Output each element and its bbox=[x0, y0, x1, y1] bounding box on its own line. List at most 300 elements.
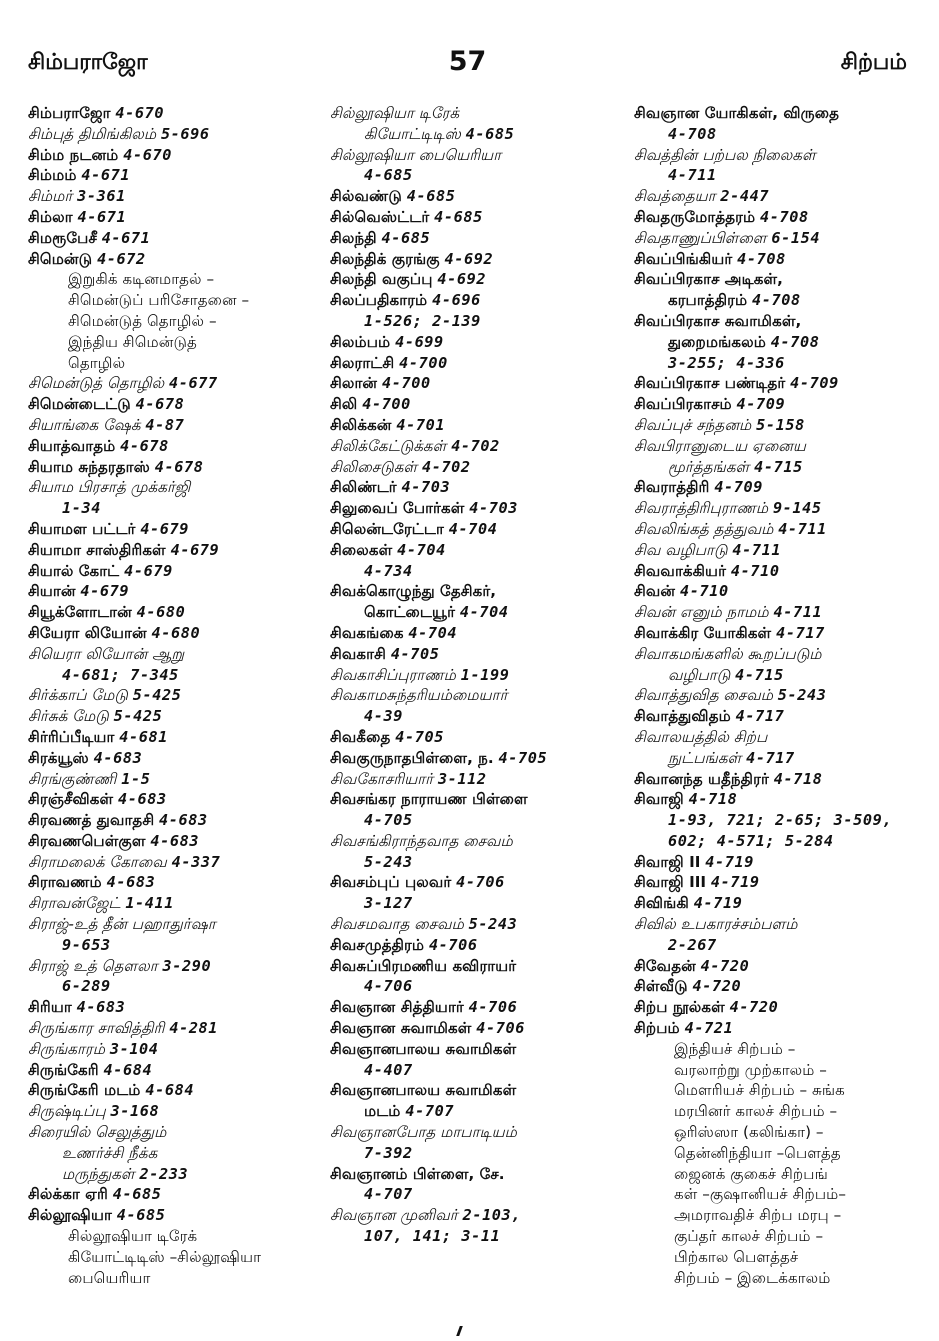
volume-page-ref: 4-703 bbox=[469, 499, 518, 518]
index-line bbox=[28, 436, 326, 457]
index-line bbox=[634, 789, 924, 810]
volume-page-ref: 1-34 bbox=[62, 499, 101, 518]
volume-page-ref: 4-709 bbox=[736, 395, 786, 414]
volume-page-ref: 3-127 bbox=[364, 894, 413, 913]
volume-page-ref: 4-719 bbox=[710, 873, 760, 892]
index-line bbox=[28, 457, 326, 478]
volume-page-ref: 4-696 bbox=[432, 291, 481, 310]
index-line bbox=[28, 1268, 326, 1289]
index-line bbox=[28, 1018, 326, 1039]
index-line bbox=[28, 727, 326, 748]
entry-term: இறுகிக் கடினமாதல் – bbox=[68, 270, 215, 289]
volume-page-ref: 4-700 bbox=[399, 353, 448, 372]
index-line bbox=[330, 103, 626, 124]
volume-page-ref: 5-425 bbox=[113, 707, 163, 726]
index-line bbox=[28, 748, 326, 769]
volume-page-ref: 4-702 bbox=[451, 436, 500, 455]
entry-term: சிவகாசிப்புராணம் bbox=[330, 665, 456, 684]
entry-term: துறைமங்கலம் bbox=[668, 332, 766, 351]
index-line bbox=[330, 1018, 626, 1039]
index-line bbox=[634, 311, 924, 332]
entry-term: சிவப்பிரகாச அடிகள், bbox=[634, 270, 783, 289]
entry-term: சிரங்குண்ணி bbox=[28, 769, 117, 788]
entry-term: கியோட்டிடிஸ் –சில்லூஷியா bbox=[68, 1247, 262, 1266]
index-column-2 bbox=[330, 103, 626, 1247]
index-line bbox=[28, 1164, 326, 1185]
index-line bbox=[330, 311, 626, 332]
volume-page-ref: 1-5 bbox=[121, 769, 151, 788]
index-line bbox=[634, 165, 924, 186]
index-line bbox=[330, 269, 626, 290]
index-line bbox=[28, 935, 326, 956]
index-line bbox=[330, 1122, 626, 1143]
volume-page-ref: 4-685 bbox=[465, 124, 515, 143]
entry-term: சிவன் எனும் நாமம் bbox=[634, 603, 769, 622]
entry-term: சிமென்டைட்டு bbox=[28, 395, 131, 414]
entry-term: சிருங்கேரி மடம் bbox=[28, 1081, 141, 1100]
volume-page-ref: 4-677 bbox=[168, 374, 218, 393]
index-line bbox=[330, 1226, 626, 1247]
index-line bbox=[28, 124, 326, 145]
entry-term: பிற்கால பௌத்தச் bbox=[674, 1247, 799, 1266]
index-line bbox=[634, 852, 924, 873]
page-header bbox=[28, 46, 907, 84]
index-line bbox=[330, 228, 626, 249]
volume-page-ref: 4-679 bbox=[124, 561, 173, 580]
entry-term: சிவஞானபாலய சுவாமிகள் bbox=[330, 1081, 517, 1100]
index-line bbox=[634, 1205, 924, 1226]
volume-page-ref: 4-711 bbox=[773, 603, 823, 622]
volume-page-ref: 4-705 bbox=[364, 811, 413, 830]
index-line bbox=[330, 1143, 626, 1164]
entry-term: ஒரிஸ்ஸா (கலிங்கா) – bbox=[674, 1123, 824, 1142]
index-line bbox=[28, 852, 326, 873]
entry-term: சிவன் bbox=[634, 582, 676, 601]
volume-page-ref: 4-702 bbox=[421, 457, 471, 476]
entry-term: சிவிங்கி bbox=[634, 894, 689, 913]
volume-page-ref: 4-671 bbox=[77, 207, 127, 226]
entry-term: சிரவணத் துவாதசி bbox=[28, 811, 155, 830]
volume-page-ref: 4-685 bbox=[406, 187, 456, 206]
index-line bbox=[634, 1039, 924, 1060]
entry-term: சிவஞானபோத மாபாடியம் bbox=[330, 1123, 517, 1142]
entry-term: சிம்ம நடனம் bbox=[28, 145, 119, 164]
header-first-entry: சிம்பராஜோ bbox=[28, 50, 148, 75]
volume-page-ref: 4-692 bbox=[444, 249, 494, 268]
index-line bbox=[634, 228, 924, 249]
header-last-entry: சிற்பம் bbox=[840, 50, 907, 75]
index-line bbox=[28, 1101, 326, 1122]
entry-term: வழிபாடு bbox=[668, 665, 731, 684]
index-line bbox=[330, 457, 626, 478]
volume-page-ref: 3-290 bbox=[162, 956, 212, 975]
index-line bbox=[634, 103, 924, 124]
entry-term: சிற்பம் bbox=[634, 1019, 680, 1038]
index-line bbox=[634, 581, 924, 602]
entry-term: சிவாகமங்களில் கூறப்படும் bbox=[634, 644, 822, 663]
index-line bbox=[330, 976, 626, 997]
entry-term: சிவப்பிரகாச பண்டிதர் bbox=[634, 374, 786, 393]
index-line bbox=[634, 872, 924, 893]
index-line bbox=[330, 290, 626, 311]
volume-page-ref: 4-720 bbox=[700, 956, 750, 975]
entry-term: சிவதாணுப்பிள்ளை bbox=[634, 228, 767, 247]
volume-page-ref: 4-719 bbox=[705, 852, 754, 871]
entry-term: இந்திய சிமென்டுத் bbox=[68, 332, 197, 351]
index-line bbox=[330, 249, 626, 270]
volume-page-ref: 4-706 bbox=[476, 1019, 525, 1038]
entry-term: சிவாலயத்தில் சிற்ப bbox=[634, 727, 768, 746]
entry-term: சிராமலைக் கோவை bbox=[28, 852, 167, 871]
entry-term: கொட்டையூர் bbox=[364, 603, 456, 622]
entry-term: சிமென்டுத் தொழில் bbox=[28, 374, 165, 393]
index-line bbox=[634, 956, 924, 977]
volume-page-ref: 5-158 bbox=[756, 415, 805, 434]
index-line bbox=[330, 810, 626, 831]
volume-page-ref: 4-681 bbox=[119, 727, 168, 746]
volume-page-ref: 4-679 bbox=[170, 540, 220, 559]
volume-page-ref: 4-703 bbox=[401, 478, 451, 497]
entry-term: சிவதருமோத்தரம் bbox=[634, 207, 756, 226]
entry-term: குப்தர் காலச் சிற்பம் – bbox=[674, 1227, 824, 1246]
volume-page-ref: 4-683 bbox=[76, 998, 126, 1017]
volume-page-ref: 4-709 bbox=[790, 374, 839, 393]
volume-page-ref: 2-447 bbox=[720, 187, 770, 206]
volume-page-ref: 4-708 bbox=[760, 207, 809, 226]
index-line bbox=[28, 519, 326, 540]
volume-page-ref: 4-715 bbox=[735, 665, 784, 684]
entry-term: சிவஞான சித்தியார் bbox=[330, 998, 464, 1017]
entry-term: சில்க்கா ஏரி bbox=[28, 1185, 108, 1204]
index-line bbox=[330, 997, 626, 1018]
entry-term: தென்னிந்தியா –பௌத்த bbox=[674, 1143, 841, 1162]
entry-term: சிவப்பிங்கியர் bbox=[634, 249, 733, 268]
print-mark bbox=[456, 1326, 463, 1336]
index-line bbox=[634, 623, 924, 644]
index-line bbox=[330, 872, 626, 893]
entry-term: பையெரியா bbox=[68, 1268, 151, 1287]
volume-page-ref: 602; 4-571; 5-284 bbox=[668, 831, 834, 850]
entry-term: உணர்ச்சி நீக்க bbox=[62, 1143, 158, 1162]
index-line bbox=[28, 893, 326, 914]
volume-page-ref: 4-719 bbox=[693, 894, 743, 913]
index-line bbox=[634, 1164, 924, 1185]
volume-page-ref: 4-670 bbox=[123, 145, 172, 164]
index-line bbox=[28, 581, 326, 602]
volume-page-ref: 4-718 bbox=[688, 790, 738, 809]
entry-term: சியெரா லியோன் ஆறு bbox=[28, 644, 185, 663]
entry-term: சிமென்டு bbox=[28, 249, 93, 268]
index-line bbox=[634, 665, 924, 686]
entry-term: சிவகீதை bbox=[330, 727, 391, 746]
volume-page-ref: 4-718 bbox=[773, 769, 823, 788]
entry-term: சிரக்யூஸ் bbox=[28, 748, 89, 767]
entry-term: சிவஞான முனிவர் bbox=[330, 1206, 458, 1225]
index-line bbox=[28, 831, 326, 852]
index-line bbox=[330, 1060, 626, 1081]
volume-page-ref: 4-679 bbox=[80, 582, 130, 601]
index-line bbox=[634, 1018, 924, 1039]
index-line bbox=[330, 207, 626, 228]
entry-term: சிம்புத் திமிங்கிலம் bbox=[28, 124, 157, 143]
entry-term: சிமென்டுப் பரிசோதனை – bbox=[68, 291, 250, 310]
index-line bbox=[28, 665, 326, 686]
volume-page-ref: 4-734 bbox=[364, 561, 413, 580]
volume-page-ref: 4-685 bbox=[116, 1206, 166, 1225]
volume-page-ref: 3-112 bbox=[437, 769, 487, 788]
index-line bbox=[330, 1184, 626, 1205]
index-line bbox=[28, 477, 326, 498]
index-line bbox=[634, 1143, 924, 1164]
entry-term: சிவில் உபகாரச்சம்பளம் bbox=[634, 915, 798, 934]
volume-page-ref: 4-706 bbox=[364, 977, 413, 996]
index-line bbox=[330, 540, 626, 561]
entry-term: சியாத்வாதம் bbox=[28, 436, 116, 455]
index-line bbox=[28, 415, 326, 436]
entry-term: சிவராத்திரி bbox=[634, 478, 710, 497]
entry-term: சிவஞானம் பிள்ளை, சே. bbox=[330, 1164, 505, 1183]
volume-page-ref: 4-706 bbox=[468, 998, 518, 1017]
index-line bbox=[330, 852, 626, 873]
index-line bbox=[28, 769, 326, 790]
index-line bbox=[28, 602, 326, 623]
index-column-1 bbox=[28, 103, 326, 1288]
entry-term: சில்வெஸ்ட்டர் bbox=[330, 207, 430, 226]
index-line bbox=[28, 1184, 326, 1205]
volume-page-ref: 4-671 bbox=[101, 228, 151, 247]
index-line bbox=[330, 477, 626, 498]
index-line bbox=[634, 1226, 924, 1247]
volume-page-ref: 3-255; 4-336 bbox=[668, 353, 785, 372]
index-line bbox=[28, 1080, 326, 1101]
entry-term: சிர்ரிப்பீடியா bbox=[28, 727, 115, 746]
index-line bbox=[28, 103, 326, 124]
volume-page-ref: 4-680 bbox=[136, 603, 186, 622]
entry-term: சிவகங்கை bbox=[330, 623, 404, 642]
entry-term: சிருங்கார சாவித்திரி bbox=[28, 1019, 165, 1038]
volume-page-ref: 4-710 bbox=[680, 582, 729, 601]
index-line bbox=[28, 165, 326, 186]
index-line bbox=[28, 810, 326, 831]
volume-page-ref: 5-425 bbox=[132, 686, 182, 705]
entry-term: சிமென்டுத் தொழில் – bbox=[68, 311, 217, 330]
volume-page-ref: 4-705 bbox=[390, 644, 440, 663]
volume-page-ref: 4-706 bbox=[428, 935, 478, 954]
index-line bbox=[330, 893, 626, 914]
index-line bbox=[634, 769, 924, 790]
index-line bbox=[634, 457, 924, 478]
index-line bbox=[330, 581, 626, 602]
index-line bbox=[634, 145, 924, 166]
volume-page-ref: 4-685 bbox=[364, 166, 413, 185]
volume-page-ref: 4-720 bbox=[729, 998, 779, 1017]
entry-term: சிலிக்கேட்டுக்கள் bbox=[330, 436, 447, 455]
volume-page-ref: 4-720 bbox=[692, 977, 742, 996]
index-line bbox=[28, 1226, 326, 1247]
volume-page-ref: 4-706 bbox=[456, 873, 505, 892]
volume-page-ref: 4-337 bbox=[171, 852, 221, 871]
entry-term: சியாம பிரசாத் முக்கர்ஜி bbox=[28, 478, 191, 497]
entry-term: சில்லூஷியா டிரேக் bbox=[330, 104, 460, 122]
volume-page-ref: 4-711 bbox=[778, 519, 827, 538]
entry-term: சிலிசைடுகள் bbox=[330, 457, 418, 476]
volume-page-ref: 4-692 bbox=[437, 270, 487, 289]
volume-page-ref: 4-704 bbox=[448, 519, 498, 538]
entry-term: சிவத்தையா bbox=[634, 187, 716, 206]
index-column-3 bbox=[634, 103, 924, 1288]
entry-term: சிவஞானபாலய சுவாமிகள் bbox=[330, 1039, 517, 1058]
index-line bbox=[330, 561, 626, 582]
index-line bbox=[330, 623, 626, 644]
index-line bbox=[330, 789, 626, 810]
index-line bbox=[330, 373, 626, 394]
index-line bbox=[634, 997, 924, 1018]
volume-page-ref: 4-717 bbox=[746, 748, 795, 767]
index-line bbox=[330, 353, 626, 374]
index-line bbox=[28, 269, 326, 290]
index-line bbox=[634, 727, 924, 748]
entry-term: சிருங்காரம் bbox=[28, 1039, 105, 1058]
entry-term: தொழில் bbox=[68, 353, 126, 372]
index-line bbox=[330, 706, 626, 727]
entry-term: சிவகாசி bbox=[330, 644, 386, 663]
entry-term: சியூக்ளோடான் bbox=[28, 603, 132, 622]
entry-term: ஜைனக் குகைச் சிற்பங் bbox=[674, 1164, 828, 1183]
entry-term: சிவப்பிரகாச சுவாமிகள், bbox=[634, 311, 802, 330]
index-line bbox=[330, 769, 626, 790]
index-line bbox=[330, 831, 626, 852]
volume-page-ref: 4-684 bbox=[103, 1060, 153, 1079]
index-line bbox=[330, 935, 626, 956]
index-line bbox=[634, 373, 924, 394]
volume-page-ref: 2-233 bbox=[139, 1164, 189, 1183]
entry-term: சிவகுருநாதபிள்ளை, ந. bbox=[330, 748, 494, 767]
index-line bbox=[330, 727, 626, 748]
index-line bbox=[634, 976, 924, 997]
entry-term: சிர்க்காப் மேடு bbox=[28, 686, 128, 705]
volume-page-ref: 4-683 bbox=[93, 748, 143, 767]
entry-term: சில்வண்டு bbox=[330, 187, 402, 206]
index-line bbox=[634, 685, 924, 706]
volume-page-ref: 4-683 bbox=[106, 873, 156, 892]
index-line bbox=[634, 1268, 924, 1289]
index-line bbox=[330, 415, 626, 436]
index-line bbox=[330, 498, 626, 519]
entry-term: சியேரா லியோன் bbox=[28, 623, 147, 642]
index-line bbox=[28, 332, 326, 353]
volume-page-ref: 4-708 bbox=[668, 124, 717, 143]
entry-term: சிலைகள் bbox=[330, 540, 393, 559]
index-line bbox=[330, 186, 626, 207]
volume-page-ref: 4-715 bbox=[754, 457, 803, 476]
entry-term: சிலந்தி bbox=[330, 228, 377, 247]
entry-term: சிலந்திக் குரங்கு bbox=[330, 249, 440, 268]
volume-page-ref: 3-168 bbox=[110, 1102, 160, 1121]
index-line bbox=[634, 706, 924, 727]
index-line bbox=[28, 956, 326, 977]
volume-page-ref: 4-721 bbox=[684, 1019, 734, 1038]
index-line bbox=[634, 1247, 924, 1268]
volume-page-ref: 3-104 bbox=[109, 1039, 159, 1058]
index-line bbox=[330, 748, 626, 769]
entry-term: மருந்துகள் bbox=[62, 1164, 135, 1183]
index-line bbox=[28, 394, 326, 415]
page-number: 57 bbox=[448, 46, 487, 77]
index-line bbox=[28, 353, 326, 374]
volume-page-ref: 4-711 bbox=[668, 166, 717, 185]
entry-term: சிலிக்கன் bbox=[330, 415, 392, 434]
index-line bbox=[634, 1060, 924, 1081]
entry-term: சிவாஜி bbox=[634, 790, 684, 809]
volume-page-ref: 4-683 bbox=[150, 831, 200, 850]
index-line bbox=[28, 1060, 326, 1081]
entry-term: சிரஞ்சீவிகள் bbox=[28, 790, 114, 809]
entry-term: சிராஜ்-உத் தீன் பஹாதுர்ஷா bbox=[28, 915, 216, 934]
entry-term: சிவக்கொழுந்து தேசிகர், bbox=[330, 582, 497, 601]
volume-page-ref: 4-678 bbox=[154, 457, 204, 476]
index-line bbox=[330, 1164, 626, 1185]
entry-term: சிவானந்த யதீந்திரர் bbox=[634, 769, 769, 788]
index-line bbox=[28, 249, 326, 270]
volume-page-ref: 4-681; 7-345 bbox=[62, 665, 179, 684]
volume-page-ref: 4-708 bbox=[737, 249, 786, 268]
volume-page-ref: 1-93, 721; 2-65; 3-509, bbox=[668, 811, 893, 830]
volume-page-ref: 1-199 bbox=[460, 665, 510, 684]
entry-term: சிரியா bbox=[28, 998, 72, 1017]
entry-term: சிவாஜி II bbox=[634, 852, 701, 871]
volume-page-ref: 5-243 bbox=[364, 852, 413, 871]
entry-term: சிவாத்துவித சைவம் bbox=[634, 686, 773, 705]
entry-term: வரலாற்று முற்காலம் – bbox=[674, 1060, 827, 1079]
index-line bbox=[330, 165, 626, 186]
index-line bbox=[28, 186, 326, 207]
entry-term: சிவகாமசுந்தரியம்மையார் bbox=[330, 686, 508, 705]
index-line bbox=[330, 1039, 626, 1060]
index-line bbox=[28, 789, 326, 810]
index-line bbox=[28, 145, 326, 166]
entry-term: சிவேதன் bbox=[634, 956, 696, 975]
entry-term: சிவப்புச் சந்தனம் bbox=[634, 415, 752, 434]
index-line bbox=[28, 872, 326, 893]
volume-page-ref: 5-243 bbox=[777, 686, 827, 705]
index-line bbox=[330, 519, 626, 540]
index-line bbox=[634, 269, 924, 290]
index-line bbox=[330, 124, 626, 145]
volume-page-ref: 2-267 bbox=[668, 935, 717, 954]
index-line bbox=[634, 394, 924, 415]
entry-term: மடம் bbox=[364, 1102, 401, 1121]
index-line bbox=[634, 477, 924, 498]
index-line bbox=[634, 914, 924, 935]
volume-page-ref: 6-289 bbox=[62, 977, 111, 996]
index-line bbox=[28, 644, 326, 665]
entry-term: சிராஜ் உத் தௌலா bbox=[28, 956, 158, 975]
entry-term: சிவவாக்கியர் bbox=[634, 561, 727, 580]
index-line bbox=[28, 1122, 326, 1143]
index-line bbox=[634, 186, 924, 207]
volume-page-ref: 4-704 bbox=[459, 603, 509, 622]
index-line bbox=[330, 914, 626, 935]
entry-term: சிலம்பம் bbox=[330, 332, 391, 351]
volume-page-ref: 6-154 bbox=[771, 228, 821, 247]
index-line bbox=[330, 436, 626, 457]
index-line bbox=[28, 228, 326, 249]
index-line bbox=[28, 1039, 326, 1060]
entry-term: சிலான் bbox=[330, 374, 378, 393]
entry-term: சியாமா சாஸ்திரிகள் bbox=[28, 540, 166, 559]
volume-page-ref: 4-711 bbox=[732, 540, 782, 559]
index-line bbox=[28, 685, 326, 706]
